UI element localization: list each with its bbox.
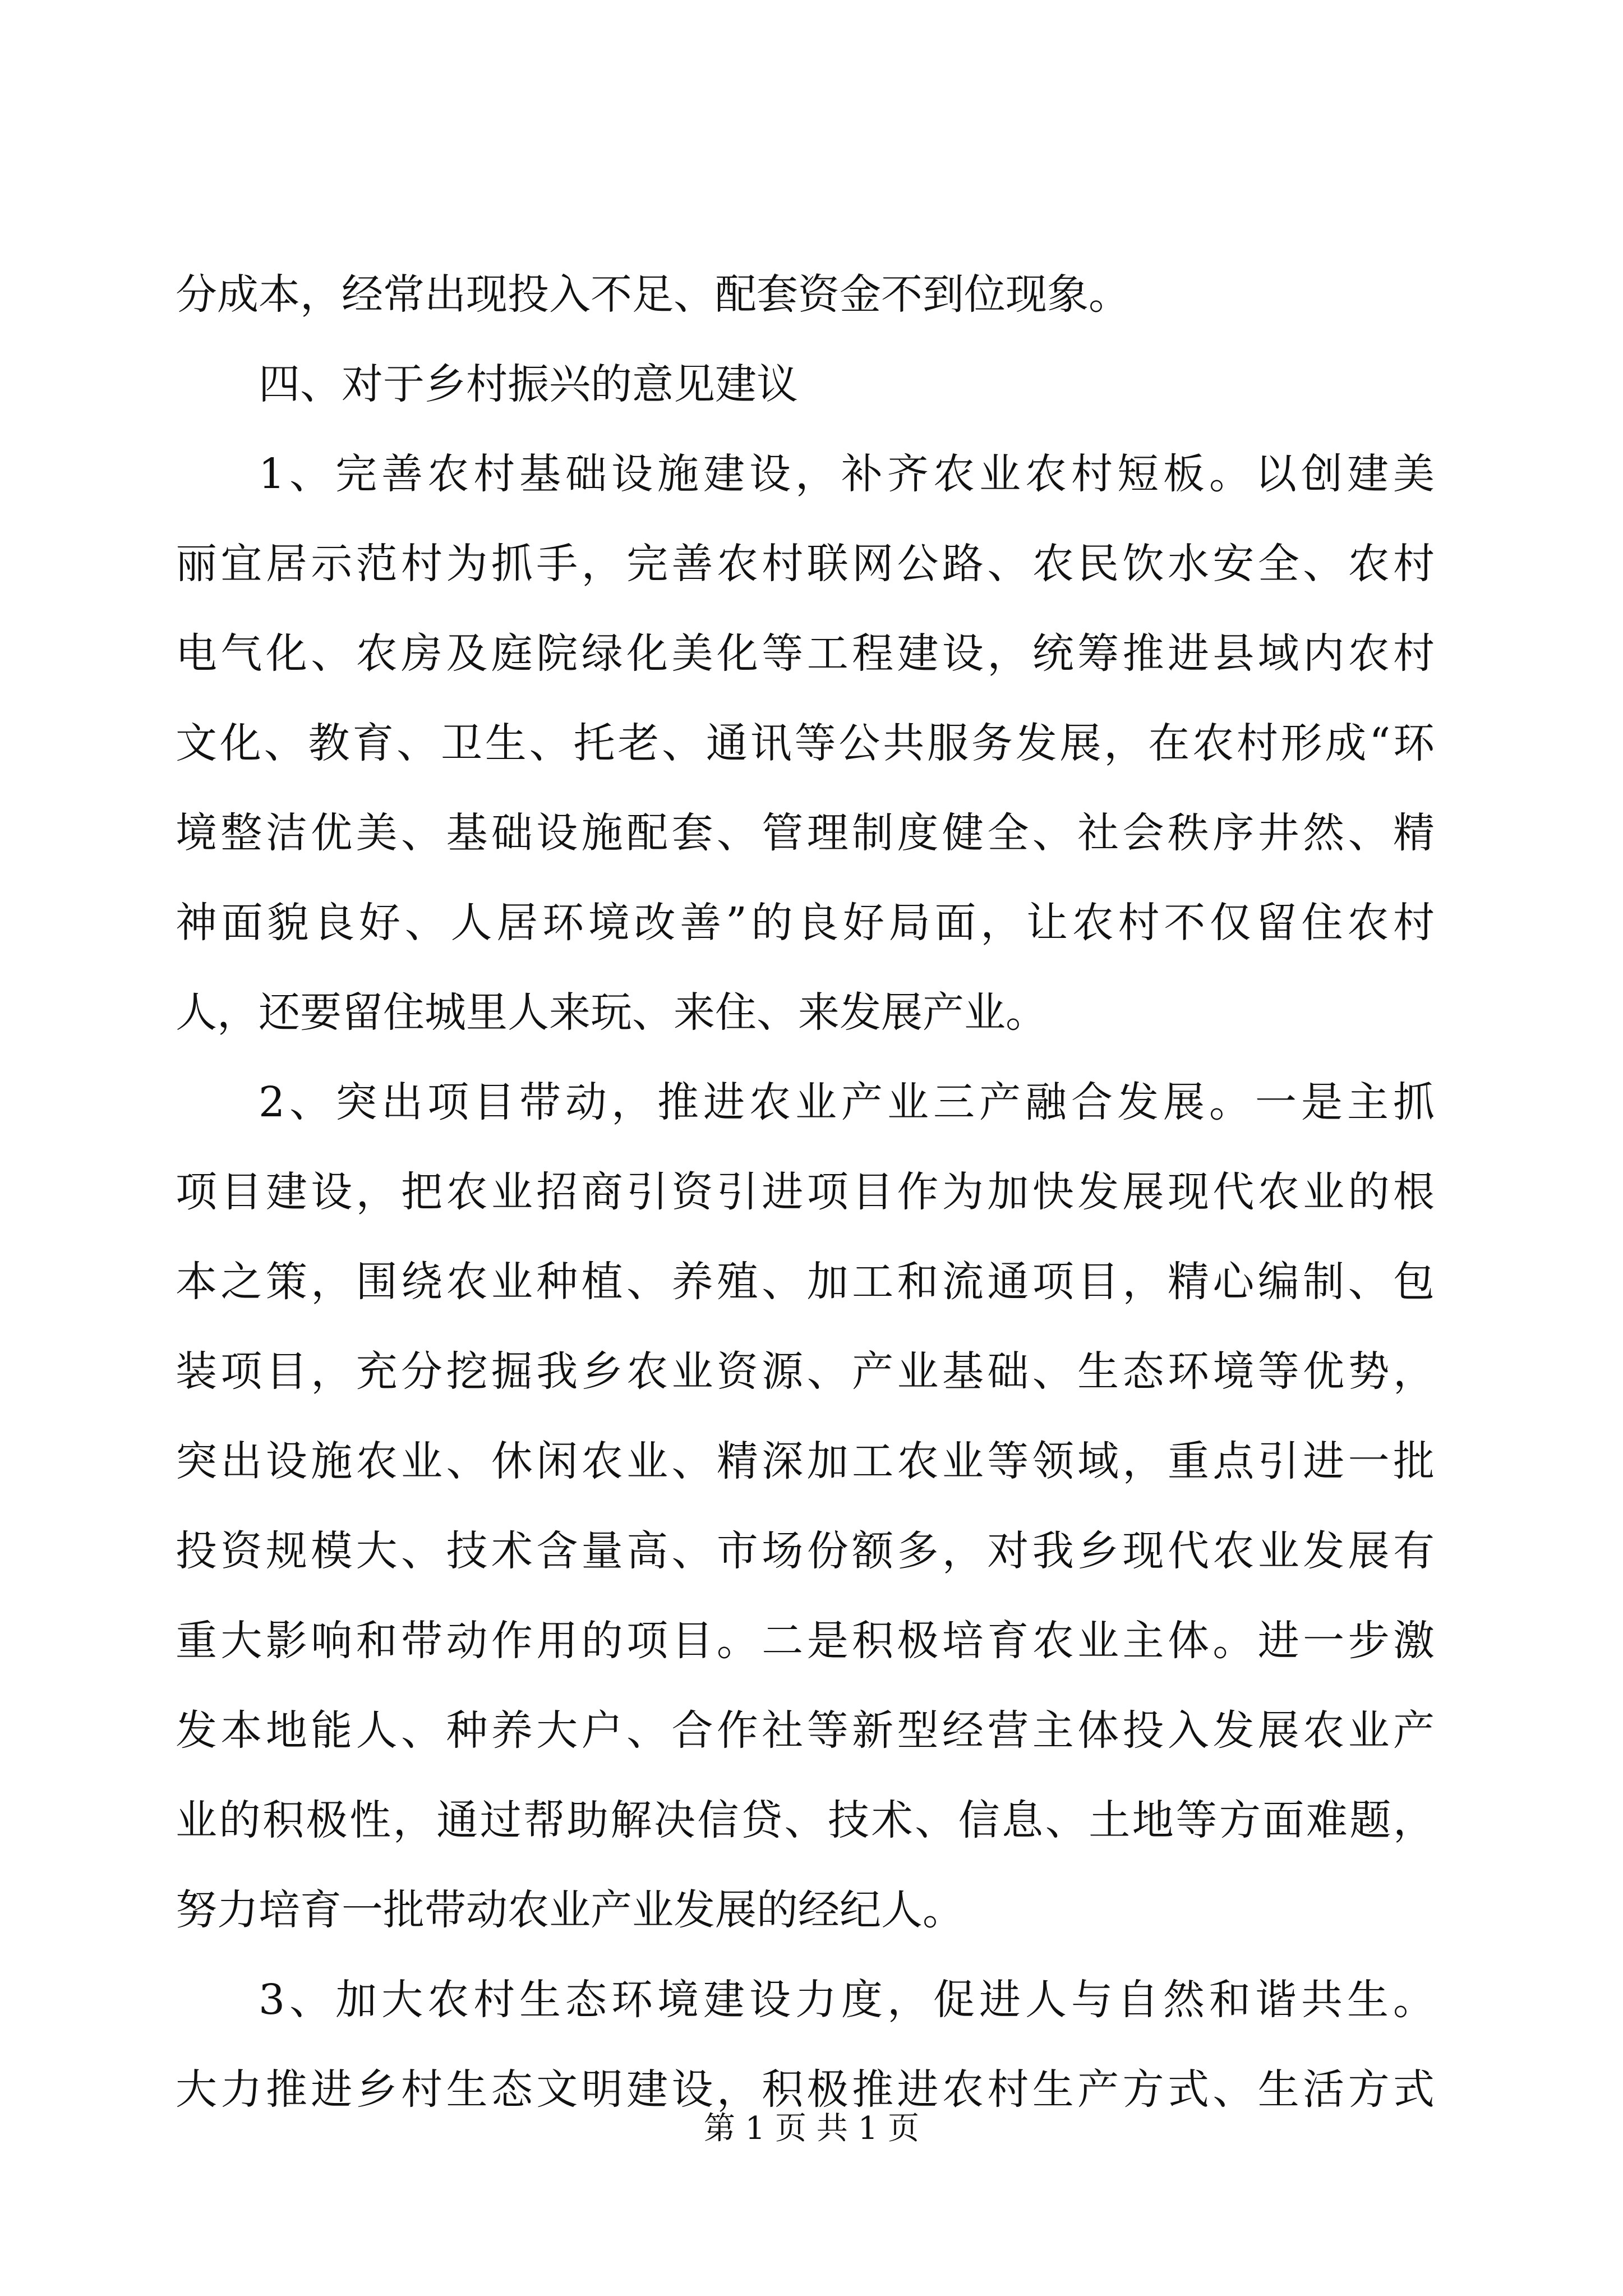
text-line: 文化、教育、卫生、托老、通讯等公共服务发展，在农村形成“环 [176,719,1435,767]
text-line: 境整洁优美、基础设施配套、管理制度健全、社会秩序井然、精 [176,809,1435,857]
text-line: 分成本，经常出现投入不足、配套资金不到位现象。 [176,270,1130,319]
document-body [176,250,1435,2134]
text-line: 发本地能人、种养大户、合作社等新型经营主体投入发展农业产 [176,1706,1435,1755]
text-line: 突出设施农业、休闲农业、精深加工农业等领域，重点引进一批 [176,1437,1435,1485]
text-line: 人，还要留住城里人来玩、来住、来发展产业。 [176,988,1047,1037]
text-line: 四、对于乡村振兴的意见建议 [259,360,798,408]
text-line: 努力培育一批带动农业产业发展的经纪人。 [176,1886,964,1934]
text-line: 投资规模大、技术含量高、市场份额多，对我乡现代农业发展有 [176,1527,1435,1575]
text-line: 业的积极性，通过帮助解决信贷、技术、信息、土地等方面难题， [176,1796,1435,1844]
text-line: 项目建设，把农业招商引资引进项目作为加快发展现代农业的根 [176,1168,1435,1216]
text-line: 神面貌良好、人居环境改善”的良好局面，让农村不仅留住农村 [176,899,1435,947]
text-line: 本之策，围绕农业种植、养殖、加工和流通项目，精心编制、包 [176,1258,1435,1306]
text-line: 丽宜居示范村为抓手，完善农村联网公路、农民饮水安全、农村 [176,540,1435,588]
text-line: 3、加大农村生态环境建设力度，促进人与自然和谐共生。 [259,1976,1435,2024]
text-line: 装项目，充分挖掘我乡农业资源、产业基础、生态环境等优势， [176,1347,1435,1396]
text-line: 重大影响和带动作用的项目。二是积极培育农业主体。进一步激 [176,1617,1435,1665]
text-line: 电气化、农房及庭院绿化美化等工程建设，统筹推进县域内农村 [176,629,1435,678]
text-line: 大力推进乡村生态文明建设，积极推进农村生产方式、生活方式 [176,2065,1435,2114]
page-footer: 第 1 页 共 1 页 [703,2110,920,2147]
text-line: 2、突出项目带动，推进农业产业三产融合发展。一是主抓 [259,1078,1435,1126]
text-line: 1、完善农村基础设施建设，补齐农业农村短板。以创建美 [259,450,1435,498]
